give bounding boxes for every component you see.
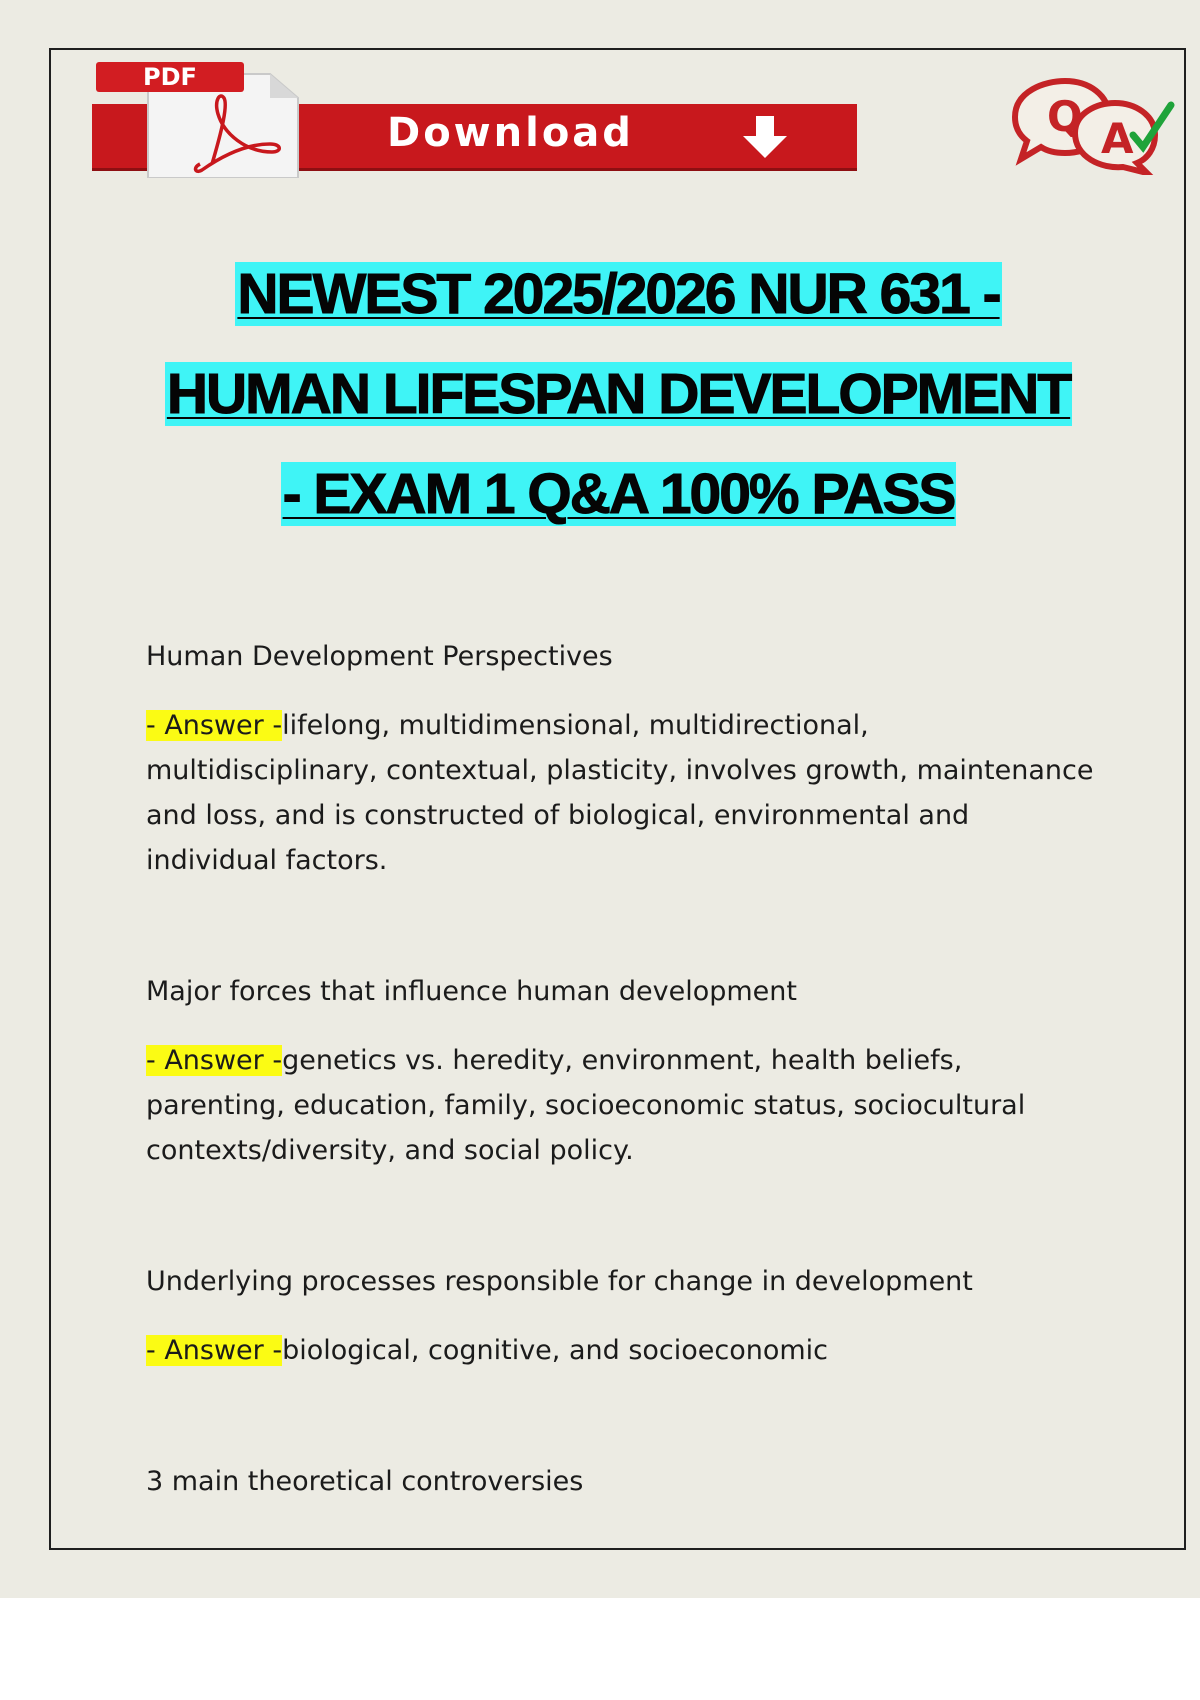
title-line-3: - EXAM 1 Q&A 100% PASS — [282, 462, 955, 526]
qa-speech-bubbles-icon — [1005, 75, 1175, 175]
answer-label: - Answer - — [146, 710, 283, 741]
answer-label: - Answer - — [146, 1045, 283, 1076]
question-text: Major forces that influence human development — [146, 976, 797, 1007]
qa-item — [146, 1263, 1106, 1373]
answer-label: - Answer - — [146, 1335, 283, 1366]
logo-q: Q — [1047, 92, 1083, 141]
download-arrow-icon — [737, 114, 793, 162]
pdf-label: PDF — [96, 62, 244, 92]
qa-item — [146, 1463, 1106, 1501]
answer-body: genetics vs. heredity, environment, health beliefs, parenting, education, family, socioeconomic status, sociocultural contexts/diversity, and social policy. — [146, 1045, 1026, 1166]
answer-text — [146, 1328, 1106, 1373]
title-line-1: NEWEST 2025/2026 NUR 631 - — [237, 262, 1000, 326]
question-text: Human Development Perspectives — [146, 641, 613, 672]
answer-body: biological, cognitive, and socioeconomic — [282, 1335, 829, 1366]
title-line-2: HUMAN LIFESPAN DEVELOPMENT — [166, 362, 1071, 426]
qa-item — [146, 638, 1106, 883]
download-banner[interactable] — [92, 60, 860, 180]
answer-text — [146, 703, 1106, 883]
logo-a: A — [1101, 114, 1134, 163]
qa-logo — [1005, 75, 1175, 175]
question-text: 3 main theoretical controversies — [146, 1466, 584, 1497]
answer-body: lifelong, multidimensional, multidirectional, multidisciplinary, contextual, plasticity, involves growth, maintenance and loss, and is constructed of biological, environmental and individual factors. — [146, 710, 1094, 876]
document-title — [0, 262, 1200, 562]
download-label: Download — [387, 110, 634, 156]
question-text: Underlying processes responsible for change in development — [146, 1266, 973, 1297]
qa-list — [146, 638, 1106, 1528]
qa-item — [146, 973, 1106, 1173]
answer-text — [146, 1038, 1106, 1173]
